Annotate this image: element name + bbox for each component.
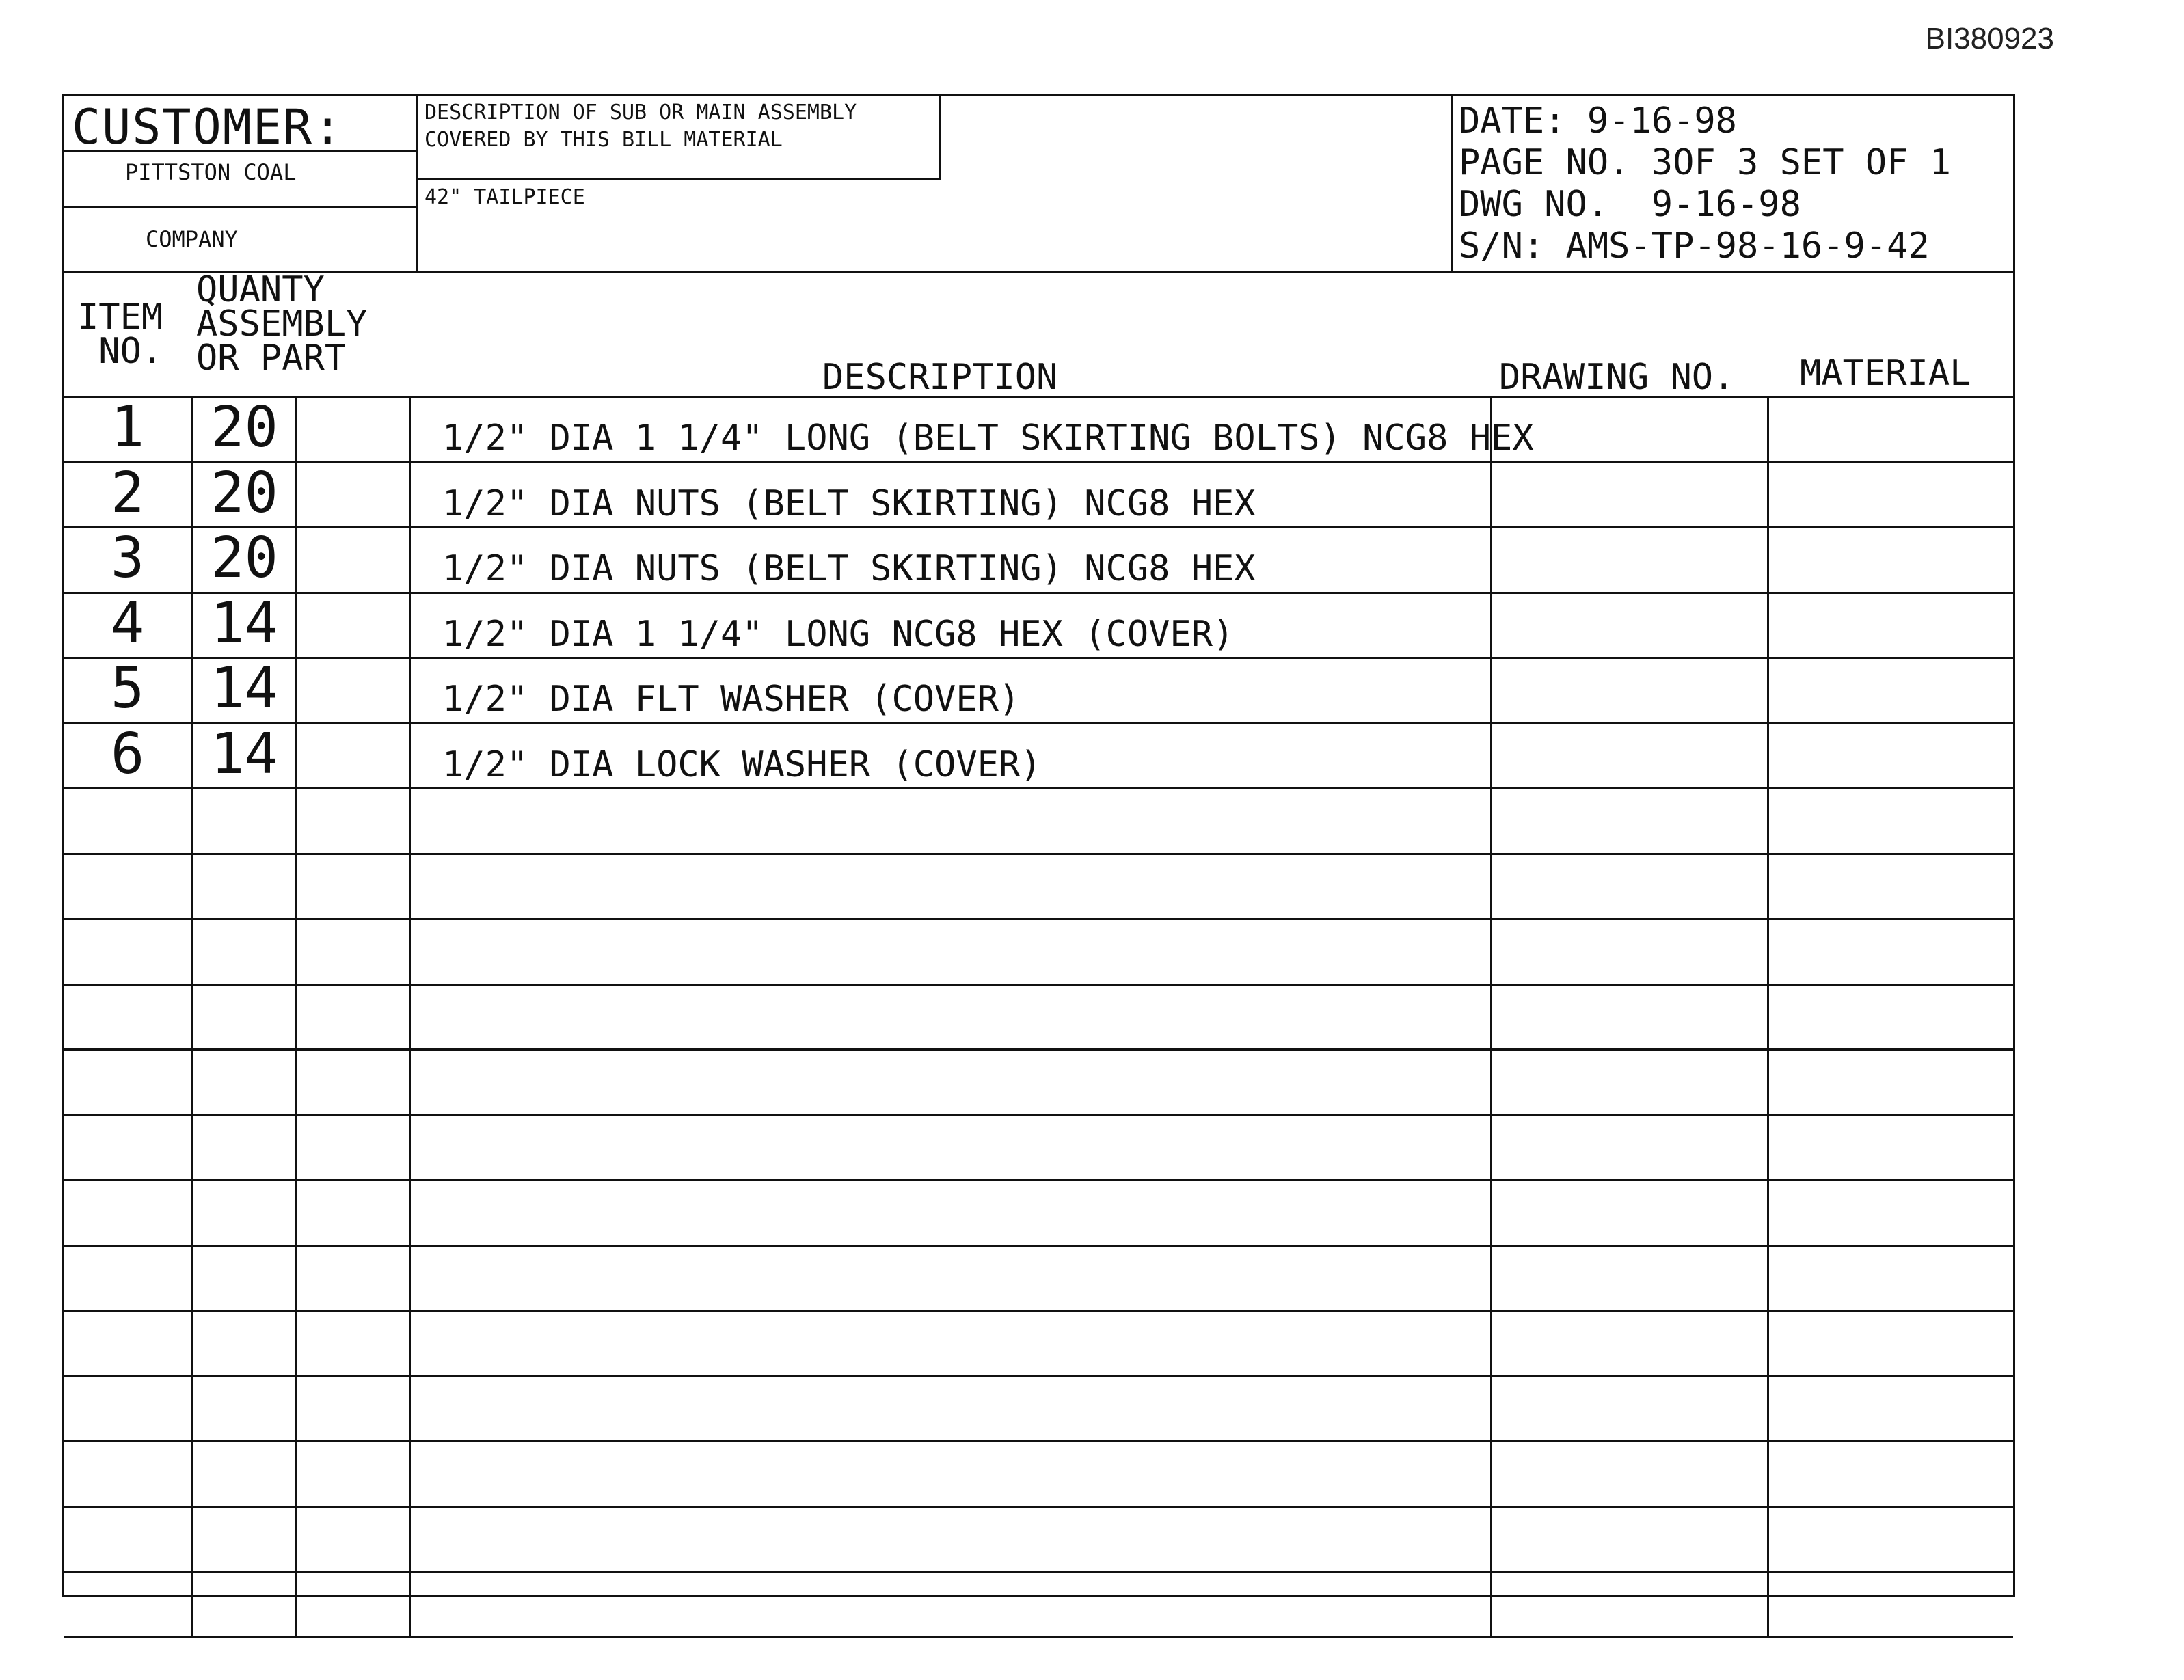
material-cell — [1769, 398, 2013, 461]
material-cell — [1769, 463, 2013, 527]
customer-block — [64, 96, 418, 271]
drawing-number-cell — [1492, 528, 1769, 592]
material-cell — [1769, 1181, 2013, 1245]
description-cell — [411, 1247, 1492, 1310]
unit-cell — [297, 789, 411, 853]
drawing-number-field: DWG NO. 9-16-98 — [1459, 184, 1801, 225]
drawing-number-cell — [1492, 1116, 1769, 1180]
description-cell: 1/2" DIA FLT WASHER (COVER) — [411, 659, 1492, 722]
unit-cell — [297, 1312, 411, 1375]
description-cell — [411, 920, 1492, 984]
drawing-number-cell — [1492, 1508, 1769, 1571]
drawing-info-block — [1451, 96, 2013, 271]
drawing-number-cell — [1492, 463, 1769, 527]
drawing-number-cell — [1492, 789, 1769, 853]
drawing-number-cell — [1492, 1312, 1769, 1375]
drawing-number-cell — [1492, 1442, 1769, 1506]
description-cell — [411, 855, 1492, 919]
customer-name-line2: COMPANY — [146, 226, 238, 252]
description-cell — [411, 789, 1492, 853]
quantity-cell — [193, 855, 297, 919]
parts-table — [64, 395, 2013, 1638]
table-row — [64, 1442, 2013, 1508]
description-cell: 1/2" DIA NUTS (BELT SKIRTING) NCG8 HEX — [411, 463, 1492, 527]
quantity-cell: 14 — [193, 724, 297, 788]
item-number-cell: 1 — [64, 398, 193, 461]
quantity-cell — [193, 986, 297, 1049]
drawing-number-cell — [1492, 594, 1769, 658]
column-header-item: ITEM NO. — [77, 297, 163, 372]
material-cell — [1769, 1508, 2013, 1571]
drawing-number-cell — [1492, 1573, 1769, 1636]
description-cell: 1/2" DIA NUTS (BELT SKIRTING) NCG8 HEX — [411, 528, 1492, 592]
item-number-cell: 5 — [64, 659, 193, 722]
drawing-number-cell — [1492, 398, 1769, 461]
material-cell — [1769, 1573, 2013, 1636]
item-number-cell: 4 — [64, 594, 193, 658]
unit-cell — [297, 1181, 411, 1245]
item-number-cell — [64, 1508, 193, 1571]
table-row — [64, 1508, 2013, 1573]
assembly-name: 42" TAILPIECE — [424, 185, 585, 209]
drawing-number-cell — [1492, 1051, 1769, 1114]
quantity-cell — [193, 1377, 297, 1441]
item-number-cell — [64, 855, 193, 919]
divider — [64, 150, 416, 152]
material-cell — [1769, 1051, 2013, 1114]
table-row — [64, 920, 2013, 986]
date-field: DATE: 9-16-98 — [1459, 100, 1737, 141]
drawing-number-cell — [1492, 855, 1769, 919]
table-row — [64, 656, 2013, 724]
page-number-field: PAGE NO. 3OF 3 SET OF 1 — [1459, 142, 1952, 183]
description-cell — [411, 1116, 1492, 1180]
table-row — [64, 1573, 2013, 1638]
table-row — [64, 528, 2013, 594]
drawing-number-cell — [1492, 1377, 1769, 1441]
material-cell — [1769, 1442, 2013, 1506]
bill-of-material-form — [62, 94, 2015, 1597]
unit-cell — [297, 986, 411, 1049]
quantity-cell: 14 — [193, 594, 297, 658]
description-cell — [411, 1442, 1492, 1506]
quantity-cell — [193, 789, 297, 853]
item-number-cell — [64, 1573, 193, 1636]
quantity-cell — [193, 920, 297, 984]
document-id: BI380923 — [1925, 22, 2054, 55]
form-header — [64, 96, 2013, 273]
table-row — [64, 1051, 2013, 1116]
quantity-cell — [193, 1051, 297, 1114]
unit-cell — [297, 463, 411, 527]
table-row — [64, 789, 2013, 855]
table-row — [64, 1377, 2013, 1443]
quantity-cell: 20 — [193, 463, 297, 527]
drawing-number-cell — [1492, 986, 1769, 1049]
unit-cell — [297, 1442, 411, 1506]
drawing-number-cell — [1492, 1247, 1769, 1310]
description-cell — [411, 1573, 1492, 1636]
unit-cell — [297, 724, 411, 788]
customer-name-line1: PITTSTON COAL — [125, 159, 297, 185]
column-header-row — [64, 269, 2013, 398]
table-row — [64, 1116, 2013, 1182]
table-row — [64, 986, 2013, 1051]
table-row — [64, 1181, 2013, 1247]
material-cell — [1769, 1312, 2013, 1375]
unit-cell — [297, 920, 411, 984]
column-header-drawing-no: DRAWING NO. — [1499, 357, 1735, 398]
drawing-number-cell — [1492, 724, 1769, 788]
item-number-cell — [64, 1442, 193, 1506]
table-row — [64, 460, 2013, 529]
unit-cell — [297, 398, 411, 461]
item-number-cell — [64, 1312, 193, 1375]
material-cell — [1769, 659, 2013, 722]
drawing-number-cell — [1492, 1181, 1769, 1245]
material-cell — [1769, 1116, 2013, 1180]
item-number-cell: 6 — [64, 724, 193, 788]
assembly-description-box — [418, 96, 941, 180]
quantity-cell — [193, 1573, 297, 1636]
item-number-cell — [64, 920, 193, 984]
item-number-cell — [64, 1247, 193, 1310]
description-cell — [411, 1508, 1492, 1571]
column-header-material: MATERIAL — [1800, 353, 1971, 394]
unit-cell — [297, 594, 411, 658]
unit-cell — [297, 1247, 411, 1310]
unit-cell — [297, 659, 411, 722]
material-cell — [1769, 1377, 2013, 1441]
quantity-cell — [193, 1116, 297, 1180]
unit-cell — [297, 855, 411, 919]
unit-cell — [297, 1508, 411, 1571]
drawing-number-cell — [1492, 659, 1769, 722]
material-cell — [1769, 789, 2013, 853]
quantity-cell: 14 — [193, 659, 297, 722]
quantity-cell — [193, 1312, 297, 1375]
unit-cell — [297, 1573, 411, 1636]
description-cell — [411, 1181, 1492, 1245]
quantity-cell — [193, 1442, 297, 1506]
description-cell: 1/2" DIA LOCK WASHER (COVER) — [411, 724, 1492, 788]
material-cell — [1769, 920, 2013, 984]
customer-label: CUSTOMER: — [72, 99, 344, 155]
divider — [64, 206, 416, 208]
quantity-cell — [193, 1508, 297, 1571]
item-number-cell — [64, 1181, 193, 1245]
material-cell — [1769, 594, 2013, 658]
serial-number-field: S/N: AMS-TP-98-16-9-42 — [1459, 226, 1930, 267]
material-cell — [1769, 1247, 2013, 1310]
table-row — [64, 721, 2013, 790]
unit-cell — [297, 1116, 411, 1180]
column-header-quantity: QUANTY ASSEMBLY OR PART — [196, 269, 368, 379]
quantity-cell: 20 — [193, 528, 297, 592]
item-number-cell — [64, 986, 193, 1049]
quantity-cell: 20 — [193, 398, 297, 461]
description-cell: 1/2" DIA 1 1/4" LONG NCG8 HEX (COVER) — [411, 594, 1492, 658]
material-cell — [1769, 528, 2013, 592]
item-number-cell — [64, 1051, 193, 1114]
table-row — [64, 1247, 2013, 1312]
description-cell — [411, 1377, 1492, 1441]
table-row — [64, 591, 2013, 660]
table-row — [64, 1312, 2013, 1377]
assembly-description-line2: COVERED BY THIS BILL MATERIAL — [424, 128, 783, 152]
item-number-cell — [64, 1377, 193, 1441]
assembly-description-line1: DESCRIPTION OF SUB OR MAIN ASSEMBLY — [424, 100, 857, 124]
unit-cell — [297, 528, 411, 592]
description-cell — [411, 986, 1492, 1049]
description-cell: 1/2" DIA 1 1/4" LONG (BELT SKIRTING BOLTS) NCG8 HEX — [411, 398, 1492, 461]
table-row — [64, 395, 2013, 463]
description-cell — [411, 1312, 1492, 1375]
drawing-number-cell — [1492, 920, 1769, 984]
item-number-cell: 2 — [64, 463, 193, 527]
unit-cell — [297, 1377, 411, 1441]
material-cell — [1769, 724, 2013, 788]
column-header-description: DESCRIPTION — [822, 357, 1058, 398]
item-number-cell — [64, 1116, 193, 1180]
quantity-cell — [193, 1181, 297, 1245]
material-cell — [1769, 986, 2013, 1049]
item-number-cell — [64, 789, 193, 853]
description-cell — [411, 1051, 1492, 1114]
material-cell — [1769, 855, 2013, 919]
table-row — [64, 855, 2013, 921]
unit-cell — [297, 1051, 411, 1114]
item-number-cell: 3 — [64, 528, 193, 592]
quantity-cell — [193, 1247, 297, 1310]
